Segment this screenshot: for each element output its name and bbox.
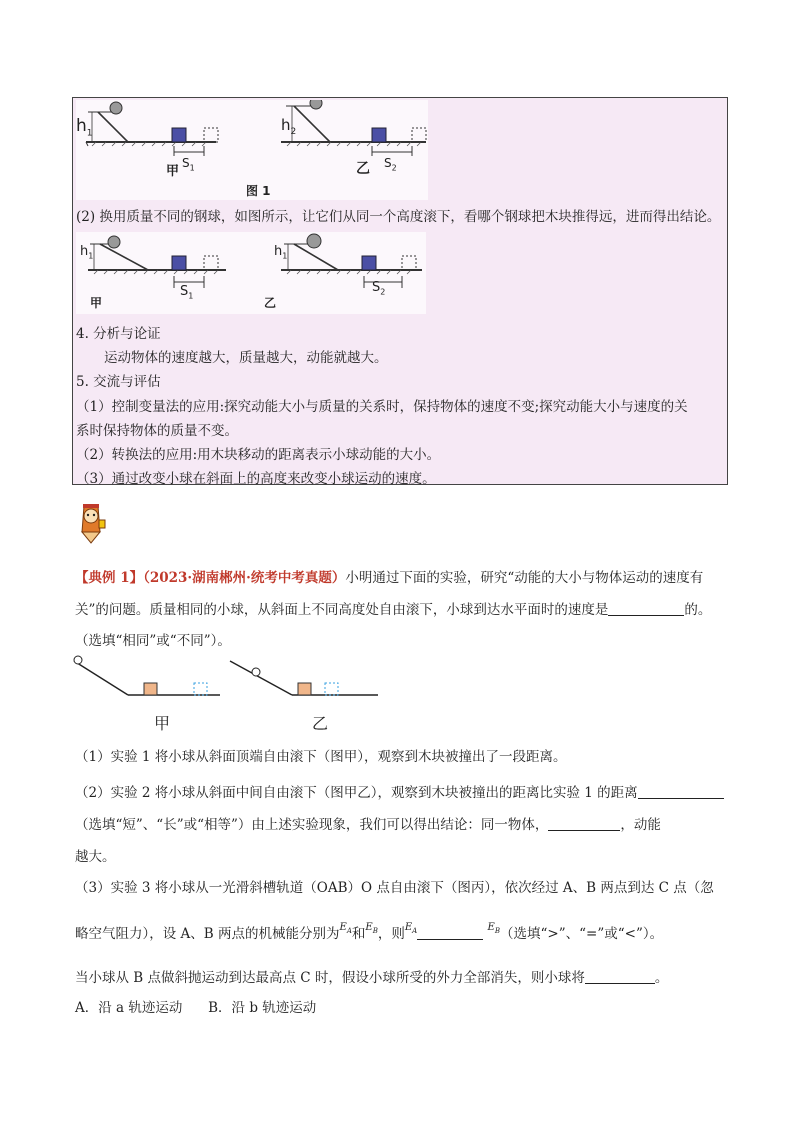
fig2-h-right: $h_1$ (274, 244, 288, 261)
symbol-ea-2: EA (404, 922, 418, 935)
fig2-left-label: 甲 (90, 296, 103, 310)
h2-label: $h_2$ (281, 116, 297, 137)
box-line-2: (2) 换用质量不同的钢球，如图所示，让它们从同一个高度滚下，看哪个钢球把木块推得远，进而得出结论。 (76, 209, 721, 225)
answer-choices: A．沿 a 轨迹运动 B．沿 b 轨迹运动 (75, 1000, 317, 1016)
step-2-line-3: 越大。 (75, 849, 116, 865)
example-fig-right-label: 乙 (312, 714, 329, 733)
step-4: 当小球从 B 点做斜抛运动到达最高点 C 时，假设小球所受的外力全部消失，则小球将 。 (75, 970, 669, 986)
fig1-right-label: 乙 (356, 161, 370, 177)
symbol-eb: EB (365, 922, 378, 935)
fig1-left-label: 甲 (166, 164, 180, 179)
fig2-s1-label: $S_1$ (180, 284, 194, 301)
example-question-line-2: 关”的问题。质量相同的小球，从斜面上不同高度处自由滚下，小球到达水平面时的速度是 的。 (75, 602, 712, 618)
text-4: 运动物体的速度越大，质量越大，动能就越大。 (104, 350, 388, 366)
s1-label: $S_1$ (182, 156, 195, 173)
answer-blank-1[interactable] (608, 601, 684, 616)
item-2: （2）转换法的应用:用木块移动的距离表示小球动能的大小。 (76, 447, 441, 463)
step-2-line-2: （选填“短”、“长”或“相等”）由上述实验现象，我们可以得出结论：同一物体， ，动能 (75, 817, 661, 833)
example-question-line-1: 【典例 1】（2023·湖南郴州·统考中考真题）小明通过下面的实验，研究“动能的大小与物体运动的速度有 (75, 570, 704, 586)
answer-blank-5[interactable] (585, 969, 655, 984)
figure-2-diagram (76, 232, 426, 314)
heading-5: 5. 交流与评估 (76, 374, 161, 390)
heading-4: 4. 分析与论证 (76, 326, 161, 342)
step-3-line-1: （3）实验 3 将小球从一光滑斜槽轨道（OAB）O 点自由滚下（图丙），依次经过 A、B 两点到达 C 点（忽 (75, 880, 714, 896)
example-source: （2023·湖南郴州·统考中考真题） (143, 570, 346, 586)
example-figure (72, 655, 392, 735)
symbol-eb-2: EB (487, 922, 500, 935)
fig2-s2-label: $S_2$ (372, 280, 386, 297)
h1-label: $h_1$ (76, 116, 93, 139)
answer-blank-2[interactable] (638, 784, 724, 799)
item-1a: （1）控制变量法的应用:探究动能大小与质量的关系时，保持物体的速度不变;探究动能大小与速度的关 (76, 399, 688, 415)
example-fig-left-label: 甲 (154, 714, 171, 733)
s2-label: $S_2$ (384, 156, 397, 173)
pencil-mascot-icon (74, 502, 108, 544)
step-1: （1）实验 1 将小球从斜面顶端自由滚下（图甲），观察到木块被撞出了一段距离。 (75, 749, 567, 765)
figure-1 (76, 100, 428, 200)
figure-2 (76, 232, 426, 314)
fig1-caption: 图 1 (246, 184, 271, 198)
item-1b: 系时保持物体的质量不变。 (76, 423, 238, 439)
example-question-line-3: （选填“相同”或“不同”）。 (75, 633, 231, 649)
answer-blank-3[interactable] (548, 816, 620, 831)
item-3: （3）通过改变小球在斜面上的高度来改变小球运动的速度。 (76, 471, 436, 487)
symbol-ea: EA (339, 922, 352, 935)
answer-blank-4[interactable] (417, 925, 483, 940)
step-2-line-1: （2）实验 2 将小球从斜面中间自由滚下（图甲乙），观察到木块被撞出的距离比实验 1 的距离 (75, 783, 724, 803)
example-tag: 【典例 1】 (75, 570, 144, 586)
step-3-line-2: 略空气阻力），设 A、B 两点的机械能分别为$^{E_A}$和$^{E_B}$，则$^{E_A}$ $^{E_B}$（选填“>”、“=”或“<”）。 (75, 922, 664, 942)
fig2-h-left: $h_1$ (80, 244, 94, 261)
example-figure-diagram (72, 655, 392, 735)
fig2-right-label: 乙 (264, 296, 277, 310)
